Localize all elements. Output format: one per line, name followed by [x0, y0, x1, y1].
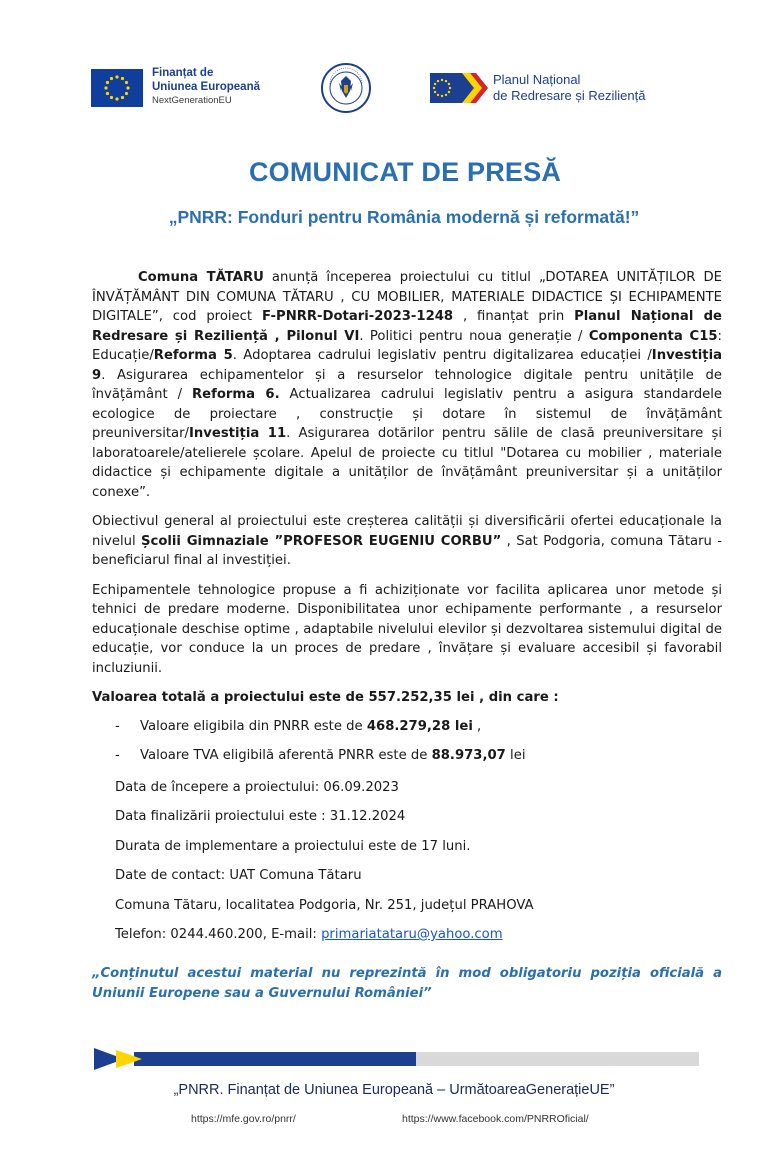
bullet-dash: - — [115, 748, 120, 763]
star-icon — [126, 86, 129, 89]
star-icon — [104, 86, 107, 89]
footer-arrow-bar-icon — [94, 1048, 699, 1070]
total-value — [92, 688, 722, 708]
star-icon — [106, 81, 109, 84]
bullet-dash: - — [115, 718, 120, 734]
text: Obiectivul general al proiectului este creșterea calității și diversificării ofertei educaționale la nivelul — [92, 514, 722, 549]
text-pnrr-pillar: Planul Național de Redresare și Reziliență , Pilonul VI — [92, 309, 722, 344]
star-icon — [441, 79, 443, 81]
star-icon — [434, 83, 436, 85]
star-icon — [121, 96, 124, 99]
footer-link-facebook[interactable]: https://www.facebook.com/PNRROficial/ — [402, 1113, 589, 1125]
start-date: Data de începere a proiectului: 06.09.2023 — [115, 779, 399, 795]
star-icon — [115, 97, 118, 100]
eu-line-1: Finanțat de — [152, 67, 214, 79]
text-project-code: F-PNRR-Dotari-2023-1248 — [261, 309, 454, 324]
text: . Asigurarea echipamentelor și a resurselor tehnologice digitale pentru unitățile de învățământ / — [92, 367, 722, 402]
duration: Durata de implementare a proiectului este de 17 luni. — [115, 838, 471, 854]
star-icon — [125, 92, 128, 95]
text-reform-6: Reforma 6. — [192, 387, 280, 402]
footer-link-mfe[interactable]: https://mfe.gov.ro/pnrr/ — [191, 1113, 296, 1125]
text: anunță începerea proiectului cu titlul „DOTAREA UNITĂȚILOR DE ÎNVĂȚĂMÂNT DIN COMUNA TĂTARU , CU MOBILIER, MATERIALE DIDACTICE ȘI ECHIPAMENTE DIGITALE”, cod proiect — [92, 270, 722, 324]
paragraph-equipment: Echipamentele tehnologice propuse a fi achiziționate vor facilita aplicarea unor metode și tehnici de predare moderne. Disponibilitatea unor echipamente performante , a resurselor educaționale deschise optime , adaptabile nivelului elevilor și dezvoltarea sistemului digital de educație, vor conduce la un proces de predare , învățare și evaluare accesibil și favorabil incluziunii. — [92, 582, 722, 676]
text: Actualizarea cadrului legislativ pentru a asigura standardele ecologice de proiectare , construcție și dotare în sistemul de învățământ preuniversitar/ — [92, 387, 722, 441]
disclaimer: „Conținutul acestui material nu reprezintă în mod obligatoriu poziția oficială a Uniunii Europene sau a Guvernului României” — [92, 966, 722, 1001]
address: Comuna Tătaru, localitatea Podgoria, Nr. 251, județul PRAHOVA — [115, 897, 534, 913]
page-subtitle: „PNRR: Fonduri pentru România modernă și reformată!” — [168, 207, 640, 227]
bullet-label: Valoare TVA eligibilă aferentă PNRR este de — [140, 748, 432, 763]
vat-value: 88.973,07 — [431, 748, 506, 763]
pnrr-label — [493, 72, 693, 103]
star-icon — [110, 77, 113, 80]
star-icon — [110, 96, 113, 99]
press-release-body — [92, 268, 722, 945]
star-icon — [445, 94, 447, 96]
pnrr-line-2: de Redresare și Reziliență — [493, 87, 646, 103]
pnrr-logo-icon — [430, 71, 488, 105]
text-reform-5: Reforma 5 — [153, 348, 233, 363]
bullet-suffix: lei — [505, 748, 526, 763]
bullet-label: Valoare eligibila din PNRR este de — [140, 718, 367, 734]
star-icon — [449, 87, 451, 89]
text: , finanțat prin — [453, 309, 575, 324]
text: . Politici pentru noua generație / — [359, 328, 589, 344]
star-icon — [437, 80, 439, 82]
text: : Educație/ — [92, 328, 722, 363]
star-icon — [441, 95, 443, 97]
end-date: Data finalizării proiectului este : 31.12.2024 — [115, 809, 406, 824]
text-component: Componenta C15 — [588, 328, 718, 344]
list-item — [92, 746, 722, 766]
contact-label: Date de contact: UAT Comuna Tătaru — [115, 868, 362, 883]
pnrr-line-1: Planul Național — [493, 72, 581, 87]
total-label: Valoarea totală a proiectului este de — [92, 690, 369, 705]
footer-funding-text: „PNRR. Finanțat de Uniunea Europeană – UrmătoareaGenerațieUE” — [173, 1082, 615, 1098]
star-icon — [434, 91, 436, 93]
star-icon — [106, 92, 109, 95]
paragraph-announcement — [92, 268, 722, 502]
star-icon — [448, 91, 450, 93]
page-title: COMUNICAT DE PRESĂ — [248, 157, 562, 187]
text: , Sat Podgoria, comuna Tătaru - beneficiarul final al investiției. — [92, 533, 722, 568]
eu-funding-label — [152, 67, 260, 108]
phone-label: Telefon: 0244.460.200, E-mail: — [115, 927, 322, 942]
star-icon — [445, 80, 447, 82]
text-school-name: Școlii Gimnaziale ”PROFESOR EUGENIU CORBU” — [141, 533, 502, 549]
text-investment-9: Investiția 9 — [92, 348, 723, 383]
romanian-government-seal-icon — [321, 63, 371, 113]
paragraph-objective — [92, 512, 722, 571]
email-link[interactable]: primariatataru@yahoo.com — [321, 927, 503, 942]
star-icon — [437, 94, 439, 96]
eu-line-3: NextGenerationEU — [152, 95, 232, 106]
eu-flag-icon — [91, 69, 143, 107]
eu-line-2: Uniunea Europeană — [152, 80, 260, 93]
text-investment-11: Investiția 11 — [189, 426, 287, 441]
header-logos — [0, 55, 768, 125]
text-commune: Comuna TĂTARU — [138, 270, 264, 285]
text: . Asigurarea dotărilor pentru sălile de clasă preuniversitare și laboratoarele/atelierele școlare. Apelul de proiecte cu titlul "Dotarea cu mobilier , materiale didactice și echipamente digitale a unităților de învățământ preuniversitar și a unităților conexe”. — [92, 426, 722, 500]
star-icon — [125, 81, 128, 84]
star-icon — [121, 77, 124, 80]
star-icon — [433, 87, 435, 89]
eligible-value: 468.279,28 lei — [366, 718, 473, 734]
star-icon — [115, 75, 118, 78]
list-item — [92, 717, 722, 737]
bullet-suffix: , — [472, 718, 482, 734]
total-suffix: , din care : — [474, 690, 559, 705]
text: . Adoptarea cadrului legislativ pentru digitalizarea educației / — [232, 348, 652, 363]
star-icon — [448, 83, 450, 85]
total-amount: 557.252,35 lei — [368, 690, 475, 705]
phone-email — [92, 925, 722, 945]
